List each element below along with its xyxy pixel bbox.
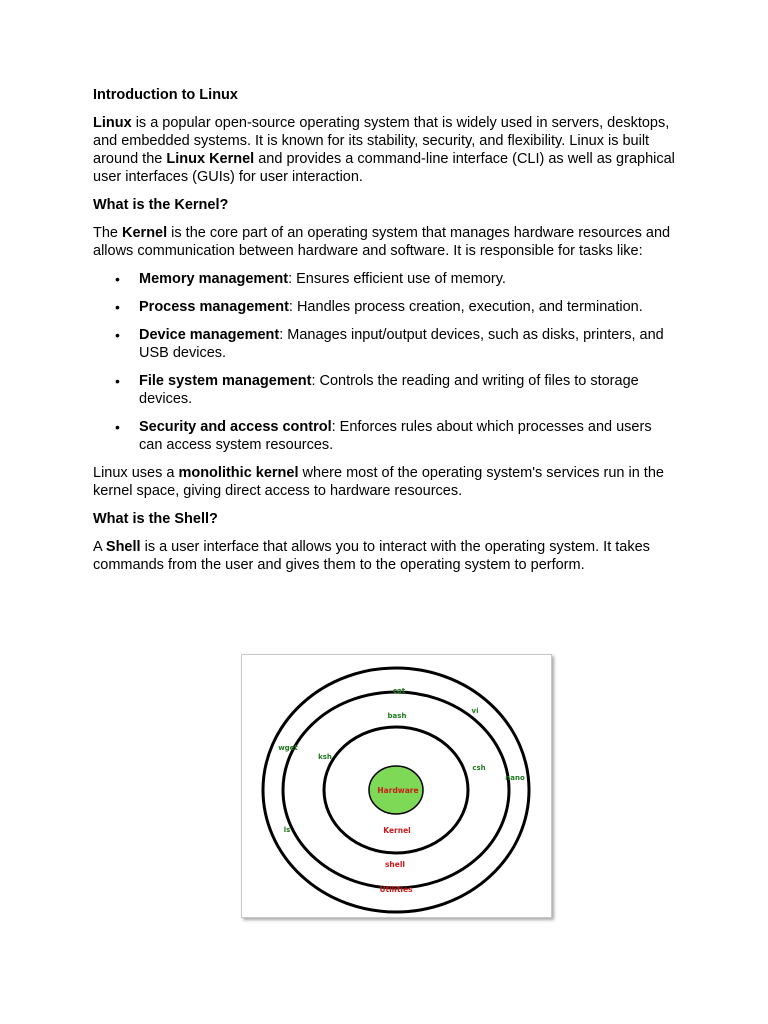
- nano-label: nano: [505, 774, 525, 782]
- bullet-icon: •: [115, 419, 120, 435]
- kernel-paragraph: The Kernel is the core part of an operating system that manages hardware resources and allows communication between hardware and software. It is responsible for tasks like:: [93, 225, 671, 259]
- list-item: • Memory management: Ensures efficient use of memory.: [115, 271, 506, 287]
- bullet-icon: •: [115, 271, 120, 287]
- bullet-icon: •: [115, 373, 120, 389]
- document-page: [93, 86, 678, 584]
- diagram-svg: [242, 655, 551, 917]
- monolithic-paragraph: Linux uses a monolithic kernel where most of the operating system's services run in the kernel space, giving direct access to hardware resources.: [93, 465, 664, 499]
- utilities-label: Utilities: [379, 885, 413, 894]
- wget-label: wget: [278, 744, 298, 752]
- kernel-task-list: [93, 270, 678, 454]
- list-item: • Security and access control: Enforces rules about which processes and users can access system resources.: [115, 419, 652, 453]
- hardware-label: Hardware: [377, 786, 419, 795]
- shell-paragraph: A Shell is a user interface that allows you to interact with the operating system. It takes commands from the user and gives them to the operating system to perform.: [93, 539, 650, 573]
- ksh-label: ksh: [318, 753, 332, 761]
- linux-architecture-diagram: [241, 654, 552, 918]
- intro-heading: Introduction to Linux: [93, 87, 238, 103]
- bullet-icon: •: [115, 299, 120, 315]
- shell-label: shell: [384, 860, 406, 869]
- vi-label: vi: [471, 707, 479, 715]
- cat-label: cat: [392, 687, 406, 695]
- list-item: • Device management: Manages input/output devices, such as disks, printers, and USB devices.: [115, 327, 664, 361]
- kernel-heading: What is the Kernel?: [93, 197, 229, 213]
- ls-label: ls: [283, 826, 291, 834]
- bash-label: bash: [387, 712, 407, 720]
- shell-heading: What is the Shell?: [93, 511, 218, 527]
- intro-paragraph: Linux is a popular open-source operating system that is widely used in servers, desktops, and embedded systems. It is known for its stability, security, and flexibility. Linux is built around the Linux Kernel and provides a command-line interface (CLI) as well as graphical user interfaces (GUIs) for user interaction.: [93, 115, 675, 185]
- csh-label: csh: [472, 764, 486, 772]
- list-item: • File system management: Controls the reading and writing of files to storage devices.: [115, 373, 639, 407]
- bullet-icon: •: [115, 327, 120, 343]
- list-item: • Process management: Handles process creation, execution, and termination.: [115, 299, 643, 315]
- kernel-label: Kernel: [383, 826, 411, 835]
